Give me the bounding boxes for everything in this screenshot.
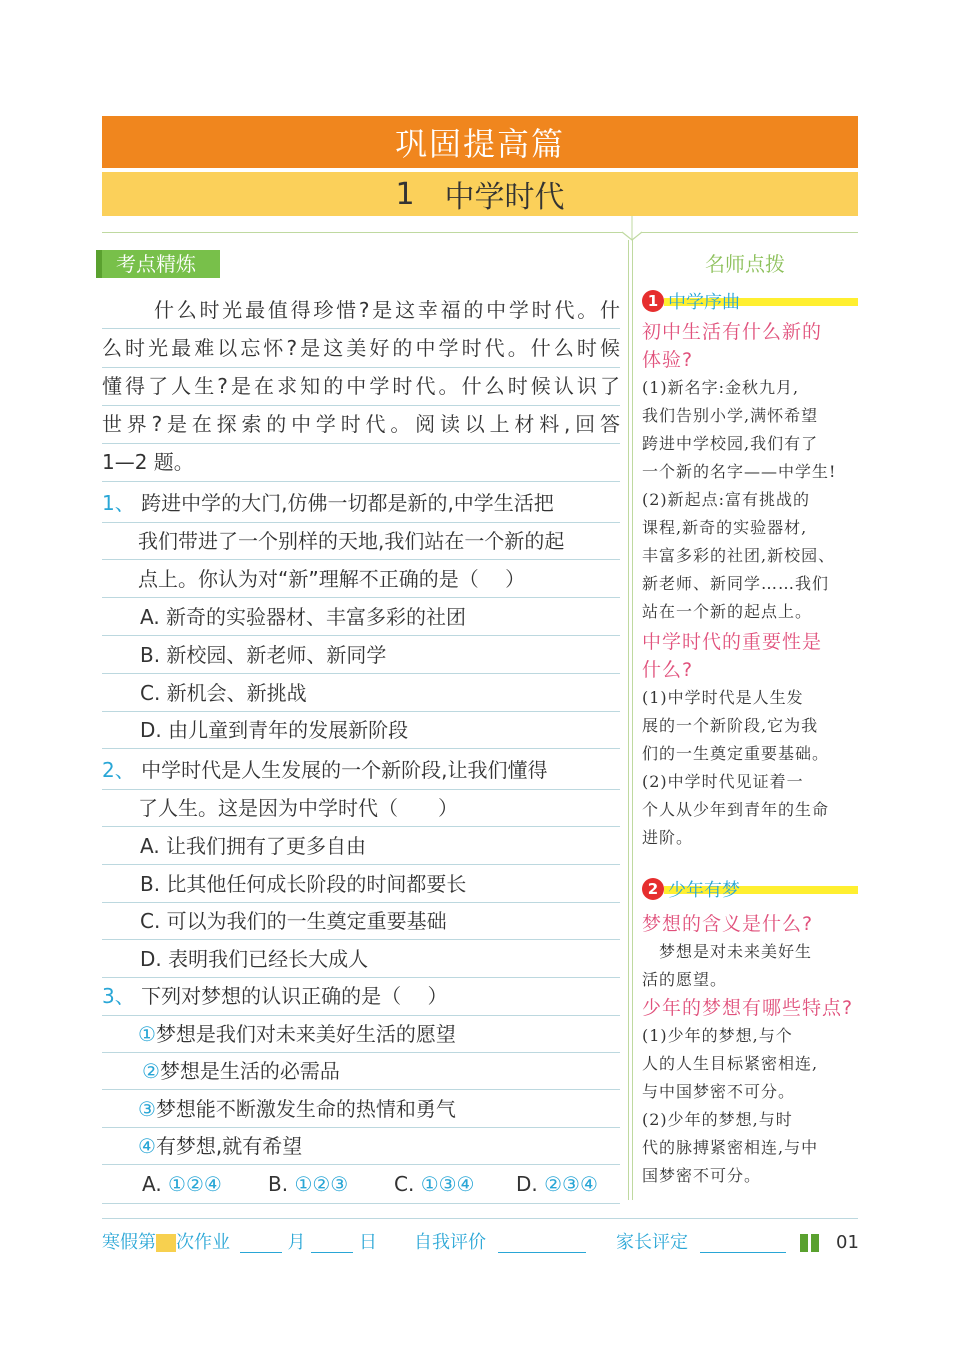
sidebar-answer-line: 站在一个新的起点上。: [642, 602, 813, 621]
parent-eval-label: 家长评定: [616, 1232, 688, 1253]
question-stem: 点上。你认为对“新”理解不正确的是（ ）: [102, 561, 620, 598]
sidebar-question-line: 中学时代的重要性是: [642, 631, 823, 653]
homework-prefix: 寒假第: [102, 1232, 156, 1253]
answer-option[interactable]: D. 由儿童到青年的发展新阶段: [102, 712, 620, 749]
choice-row: [102, 1166, 620, 1204]
parent-eval-field[interactable]: [700, 1234, 786, 1253]
passage-line: 么时光最难以忘怀?是这美好的中学时代。什么时候: [102, 330, 620, 368]
sidebar-answer: [642, 938, 858, 994]
divider-notch: [618, 216, 646, 242]
sidebar-answer: [642, 1022, 858, 1190]
question-stem: 了人生。这是因为中学时代（ ）: [102, 790, 620, 827]
statement: [102, 1091, 620, 1128]
header-divider-right: [642, 232, 858, 233]
answer-option[interactable]: C. 新机会、新挑战: [102, 675, 620, 712]
statement: [102, 1128, 620, 1165]
sidebar-answer-line: 我们告别小学,满怀希望: [642, 406, 819, 425]
sidebar-question: [642, 910, 858, 938]
section-banner: [102, 116, 858, 168]
choice-b[interactable]: [268, 1166, 348, 1203]
sidebar-question: [642, 994, 858, 1022]
answer-option[interactable]: B. 新校园、新老师、新同学: [102, 637, 620, 674]
lesson-banner: [102, 172, 858, 216]
sidebar-question-line: 初中生活有什么新的: [642, 321, 823, 343]
sidebar-answer: [642, 684, 858, 852]
sidebar-question-line: 什么?: [642, 659, 694, 681]
column-divider-2: [632, 240, 633, 1200]
section-heading-label: 少年有梦: [668, 880, 740, 901]
statement-mark: ④: [138, 1134, 156, 1158]
sidebar-question-line: 梦想的含义是什么?: [642, 913, 814, 935]
question-number: 2、: [102, 758, 135, 782]
page-marker-icon: [800, 1228, 822, 1258]
answer-option[interactable]: A. 让我们拥有了更多自由: [102, 828, 620, 865]
choice-letter: C.: [394, 1172, 415, 1196]
question-number: 3、: [102, 984, 135, 1008]
sidebar-answer-line: 们的一生奠定重要基础。: [642, 744, 830, 763]
choice-c[interactable]: [394, 1166, 474, 1203]
statement-mark: ②: [142, 1059, 160, 1083]
sidebar-answer-line: (2)新起点:富有挑战的: [642, 490, 811, 509]
statement-text: 梦想能不断激发生命的热情和勇气: [155, 1097, 456, 1121]
sidebar-answer-line: 代的脉搏紧密相连,与中: [642, 1138, 819, 1157]
sidebar-answer-line: 丰富多彩的社团,新校园、: [642, 546, 836, 565]
question-1-line-1: [102, 485, 620, 523]
sidebar-section-heading: [642, 290, 858, 314]
sidebar-answer-line: 跨进中学校园,我们有了: [642, 434, 819, 453]
choice-d[interactable]: [516, 1166, 598, 1203]
question-stem: 中学时代是人生发展的一个新阶段,让我们懂得: [141, 758, 548, 782]
sidebar-answer-line: (1)新名字:金秋九月,: [642, 378, 800, 397]
self-eval-field[interactable]: [498, 1234, 586, 1253]
statement-text: 梦想是生活的必需品: [159, 1059, 340, 1083]
sidebar-question-line: 少年的梦想有哪些特点?: [642, 997, 854, 1019]
self-eval-label: 自我评价: [414, 1232, 486, 1253]
choice-a[interactable]: [142, 1166, 222, 1203]
month-field[interactable]: [240, 1234, 282, 1253]
choice-letter: A.: [142, 1172, 162, 1196]
choice-marks: ①②④: [168, 1172, 222, 1196]
lesson-number: 1: [395, 176, 415, 212]
sidebar-answer-line: 国梦密不可分。: [642, 1166, 762, 1185]
sidebar-answer: [642, 374, 858, 626]
answer-option[interactable]: A. 新奇的实验器材、丰富多彩的社团: [102, 599, 620, 636]
choice-marks: ①②③: [294, 1172, 349, 1196]
passage-line: 1—2 题。: [102, 444, 620, 482]
footer-divider: [102, 1218, 858, 1219]
sidebar-answer-line: (1)少年的梦想,与个: [642, 1026, 793, 1045]
statement-text: 有梦想,就有希望: [155, 1134, 303, 1158]
section-badge: 1: [642, 290, 664, 312]
section-title: 巩固提高篇: [394, 125, 565, 163]
answer-option[interactable]: B. 比其他任何成长阶段的时间都要长: [102, 866, 620, 903]
statement-mark: ①: [138, 1022, 156, 1046]
answer-option[interactable]: D. 表明我们已经长大成人: [102, 941, 620, 978]
sidebar-answer-line: 人的人生目标紧密相连,: [642, 1054, 819, 1073]
sidebar-answer-line: 个人从少年到青年的生命: [642, 800, 830, 819]
footer-self-eval: [414, 1228, 586, 1258]
passage-line: 懂得了人生?是在求知的中学时代。什么时候认识了: [102, 368, 620, 406]
sidebar-answer-line: 与中国梦密不可分。: [642, 1082, 796, 1101]
homework-suffix: 次作业: [176, 1232, 230, 1253]
question-stem: 我们带进了一个别样的天地,我们站在一个新的起: [102, 523, 620, 560]
question-3-line-1: [102, 978, 620, 1016]
day-label: 日: [358, 1232, 377, 1253]
sidebar-title: 名师点拨: [705, 252, 785, 276]
question-2-line-1: [102, 752, 620, 790]
sidebar-answer-line: (2)中学时代见证着一: [642, 772, 804, 791]
section-tag: 考点精炼: [96, 250, 220, 278]
sidebar-section-heading: [642, 878, 858, 902]
sidebar-question-line: 体验?: [642, 349, 694, 371]
statement-mark: ③: [138, 1097, 156, 1121]
choice-letter: D.: [516, 1172, 538, 1196]
passage-line: 什么时光最值得珍惜?是这幸福的中学时代。什: [102, 292, 620, 329]
question-stem: 下列对梦想的认识正确的是（ ）: [141, 984, 448, 1008]
statement: [102, 1053, 620, 1090]
lesson-title: 中学时代: [444, 180, 565, 215]
section-badge: 2: [642, 878, 664, 900]
sidebar-answer-line: 新老师、新同学……我们: [642, 574, 830, 593]
sidebar-answer-line: (1)中学时代是人生发: [642, 688, 804, 707]
choice-marks: ①③④: [420, 1172, 475, 1196]
sidebar-question: [642, 628, 858, 684]
answer-option[interactable]: C. 可以为我们的一生奠定重要基础: [102, 903, 620, 940]
sidebar-answer-line: 梦想是对未来美好生: [642, 942, 813, 961]
sidebar-answer-line: 展的一个新阶段,它为我: [642, 716, 819, 735]
footer-parent-eval: [616, 1228, 786, 1258]
homework-number-box[interactable]: [156, 1234, 176, 1252]
page-number: 01: [836, 1232, 859, 1253]
choice-letter: B.: [268, 1172, 289, 1196]
sidebar-answer-line: (2)少年的梦想,与时: [642, 1110, 793, 1129]
day-field[interactable]: [311, 1234, 353, 1253]
statement: [102, 1016, 620, 1053]
choice-marks: ②③④: [544, 1172, 598, 1196]
column-divider: [628, 240, 629, 1200]
sidebar-answer-line: 一个新的名字——中学生!: [642, 462, 837, 481]
passage-line: 世界?是在探索的中学时代。阅读以上材料,回答: [102, 406, 620, 444]
footer-homework: [102, 1228, 377, 1258]
section-heading-label: 中学序曲: [668, 292, 740, 313]
question-number: 1、: [102, 491, 135, 515]
sidebar-question: [642, 318, 858, 374]
statement-text: 梦想是我们对未来美好生活的愿望: [155, 1022, 456, 1046]
month-label: 月: [287, 1232, 306, 1253]
sidebar-answer-line: 课程,新奇的实验器材,: [642, 518, 808, 537]
sidebar-answer-line: 进阶。: [642, 828, 694, 847]
question-stem: 跨进中学的大门,仿佛一切都是新的,中学生活把: [141, 491, 554, 515]
sidebar-answer-line: 活的愿望。: [642, 970, 728, 989]
header-divider-left: [102, 232, 622, 233]
